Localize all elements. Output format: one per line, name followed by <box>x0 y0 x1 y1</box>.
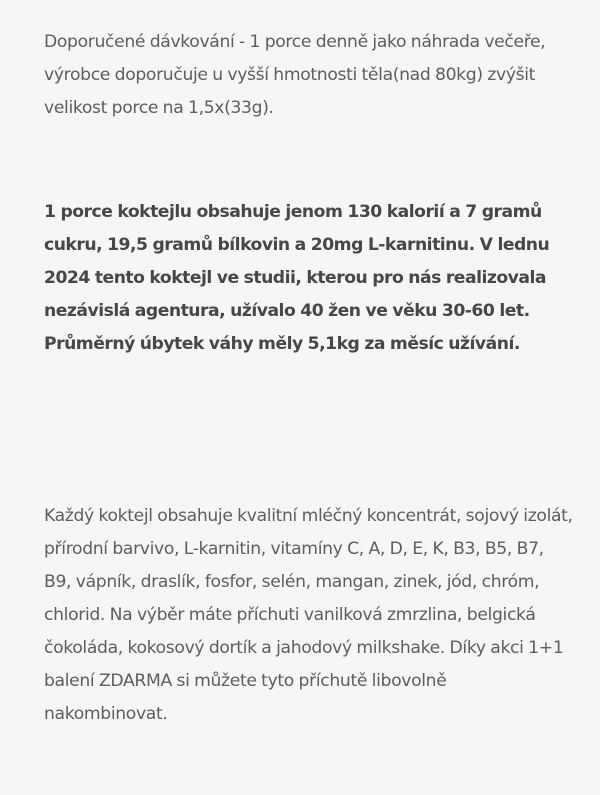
nutrition-study-paragraph: 1 porce koktejlu obsahuje jenom 130 kalorií a 7 gramů cukru, 19,5 gramů bílkovin a 20mg L-karnitinu. V lednu 2024 tento koktejl ve studii, kterou pro nás realizovala nezávislá agentura, užívalo 40 žen ve věku 30-60 let. Průměrný úbytek váhy měly 5,1kg za měsíc užívání. <box>44 202 550 354</box>
ingredients-flavors-paragraph: Každý koktejl obsahuje kvalitní mléčný koncentrát, sojový izolát, přírodní barvivo, L-karnitin, vitamíny C, A, D, E, K, B3, B5, B7, B9, vápník, draslík, fosfor, selén, mangan, zinek, jód, chróm, chlorid. Na výběr máte příchuti vanilková zmrzlina, belgická čokoláda, kokosový dortík a jahodový milkshake. Díky akci 1+1 balení ZDARMA si můžete tyto příchutě libovolně nakombinovat. <box>44 506 573 724</box>
dosage-paragraph: Doporučené dávkování - 1 porce denně jako náhrada večeře, výrobce doporučuje u vyšší hmotnosti těla(nad 80kg) zvýšit velikost porce na 1,5x(33g). <box>44 32 546 118</box>
